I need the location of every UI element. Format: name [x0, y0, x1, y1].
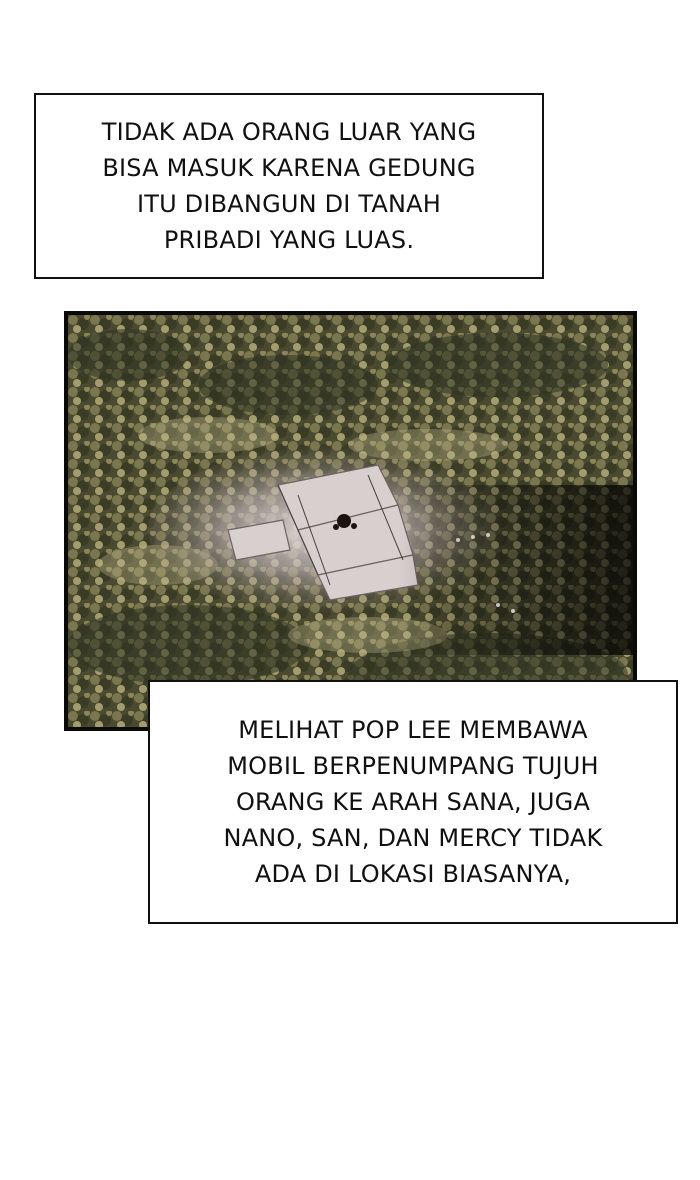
aerial-forest-illustration-panel	[64, 311, 637, 731]
caption-line: ORANG KE ARAH SANA, JUGA	[235, 788, 591, 816]
caption-line: ADA DI LOKASI BIASANYA,	[254, 860, 572, 888]
caption-line: BISA MASUK KARENA GEDUNG	[102, 154, 476, 182]
caption-line: TIDAK ADA ORANG LUAR YANG	[101, 118, 477, 146]
caption-line: MOBIL BERPENUMPANG TUJUH	[227, 752, 599, 780]
caption-box-bottom	[148, 680, 678, 924]
caption-box-top	[34, 93, 544, 279]
caption-line: ITU DIBANGUN DI TANAH	[136, 190, 442, 218]
caption-line: NANO, SAN, DAN MERCY TIDAK	[223, 824, 603, 852]
caption-line: MELIHAT POP LEE MEMBAWA	[238, 716, 588, 744]
caption-line: PRIBADI YANG LUAS.	[163, 226, 415, 254]
aerial-forest-illustration	[68, 315, 633, 727]
